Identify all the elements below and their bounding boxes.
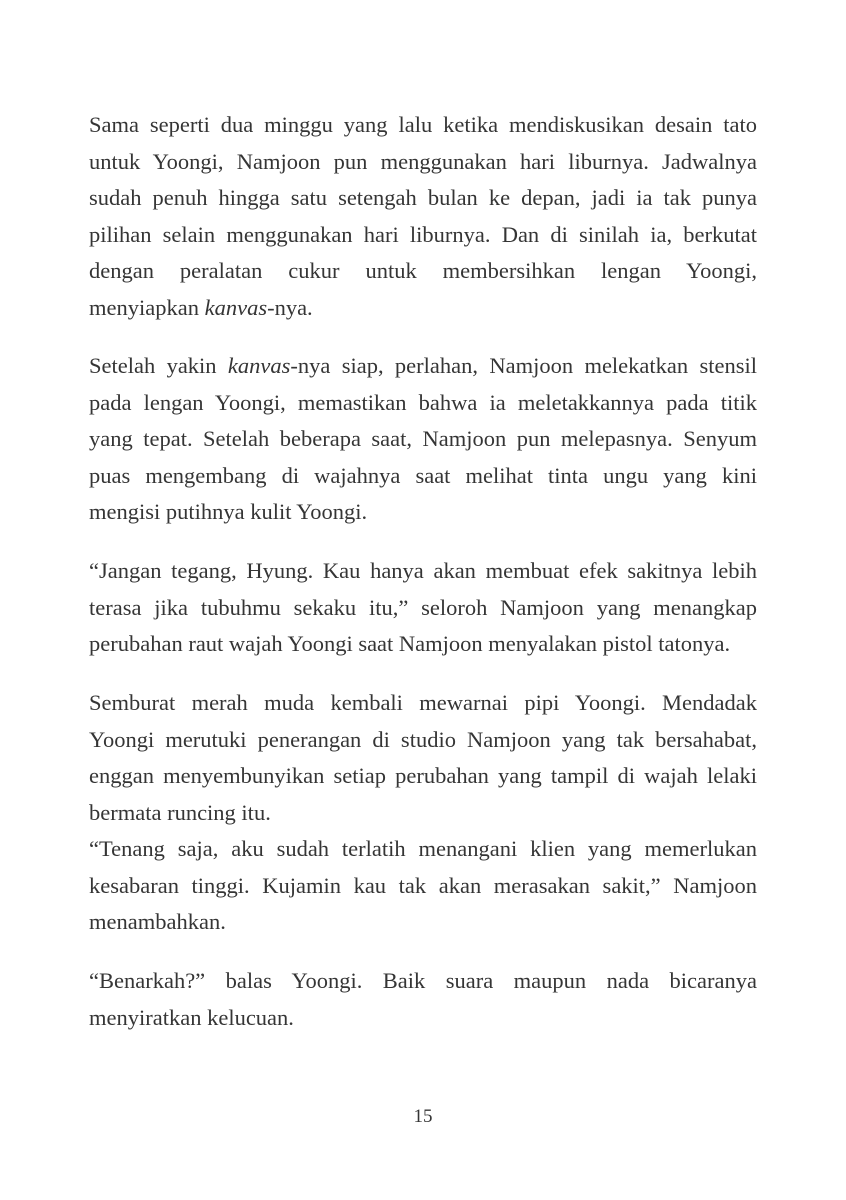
text-line: kesabaran tinggi. Kujamin kau tak akan merasakan sakit,” Namjoon: [89, 872, 757, 898]
text-line: perubahan raut wajah Yoongi saat Namjoon menyalakan pistol tatonya.: [89, 631, 731, 657]
body-text: [89, 107, 757, 1036]
text-line: enggan menyembunyikan setiap perubahan yang tampil di wajah lelaki: [89, 763, 757, 789]
text-line: sudah penuh hingga satu setengah bulan ke depan, jadi ia tak punya: [89, 185, 757, 210]
page-number: 15: [413, 1106, 433, 1127]
italic-text-segment: kanvas: [204, 294, 268, 320]
text-line: terasa jika tubuhmu sekaku itu,” seloroh Namjoon yang menangkap: [89, 594, 757, 620]
text-line: mengisi putihnya kulit Yoongi.: [89, 499, 368, 525]
text-line: Yoongi merutuki penerangan di studio Namjoon yang tak bersahabat,: [89, 726, 757, 752]
text-line: puas mengembang di wajahnya saat melihat tinta ungu yang kini: [89, 462, 757, 488]
text-line: pada lengan Yoongi, memastikan bahwa ia meletakkannya pada titik: [89, 389, 757, 415]
text-line: untuk Yoongi, Namjoon pun menggunakan hari liburnya. Jadwalnya: [89, 148, 757, 174]
text-segment: -nya.: [267, 294, 313, 320]
text-line: Sama seperti dua minggu yang lalu ketika mendiskusikan desain tato: [89, 112, 757, 137]
text-segment: menyiapkan: [89, 294, 205, 320]
paragraph: [89, 553, 757, 663]
text-line: [89, 290, 757, 327]
text-segment: Setelah yakin: [89, 353, 228, 379]
italic-text-segment: kanvas: [227, 353, 291, 379]
text-line: Semburat merah muda kembali mewarnai pipi Yoongi. Mendadak: [89, 690, 757, 716]
paragraph: [89, 348, 757, 531]
text-line: yang tepat. Setelah beberapa saat, Namjoon pun melepasnya. Senyum: [89, 426, 757, 452]
paragraph: [89, 107, 757, 326]
text-line: menyiratkan kelucuan.: [89, 1004, 294, 1030]
text-segment: -nya siap, perlahan, Namjoon melekatkan stensil: [290, 353, 757, 379]
paragraph: [89, 963, 757, 1036]
text-line: “Jangan tegang, Hyung. Kau hanya akan membuat efek sakitnya lebih: [89, 558, 757, 584]
text-line: “Tenang saja, aku sudah terlatih menangani klien yang memerlukan: [89, 836, 757, 862]
text-line: dengan peralatan cukur untuk membersihkan lengan Yoongi,: [89, 258, 757, 283]
paragraph: [89, 831, 757, 941]
text-line: bermata runcing itu.: [89, 799, 271, 825]
text-line: pilihan selain menggunakan hari liburnya. Dan di sinilah ia, berkutat: [89, 221, 757, 247]
text-line: [89, 348, 757, 385]
paragraph: [89, 685, 757, 831]
text-line: “Benarkah?” balas Yoongi. Baik suara maupun nada bicaranya: [89, 968, 757, 994]
text-line: menambahkan.: [89, 909, 226, 935]
